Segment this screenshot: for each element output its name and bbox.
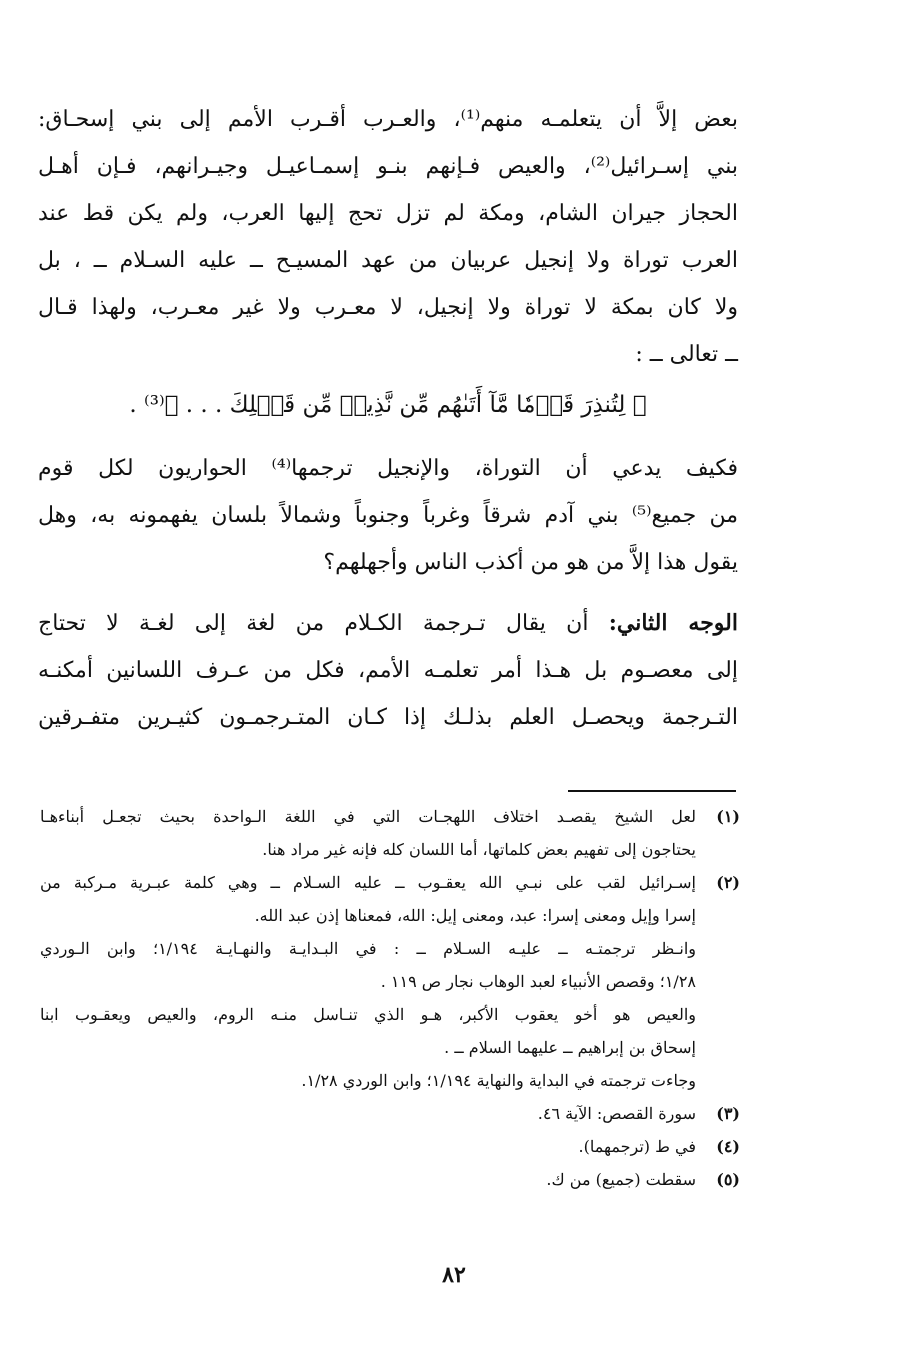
footnote-line: وانـظر ترجمتـه ــ عليـه السـلام ــ : في البـدايـة والنهـايـة ١/١٩٤؛ وابن الـوردي xyxy=(40,939,696,958)
text-line: إلى معصـوم بل هـذا أمر تعلمـه الأمم، فكل من عـرف اللسانين أمكنـه xyxy=(38,658,738,683)
text-line: ولا كان بمكة لا توراة ولا إنجيل، لا معـرب ولا غير معـرب، ولهذا قـال xyxy=(38,295,738,320)
footnote-number: (٤) xyxy=(716,1137,740,1156)
footnote-line: والعيص هو أخو يعقوب الأكبر، هـو الذي تنـاسل منـه الروم، والعيص ويعقـوب ابنا xyxy=(40,1005,696,1024)
text-span: أن يقال تـرجمة الكـلام من لغة إلى لغـة لا تحتاج xyxy=(38,611,589,636)
paragraph-1 xyxy=(38,96,738,378)
footnote xyxy=(40,866,740,1097)
text-line: التـرجمة ويحصـل العلم بذلـك إذا كـان المتـرجمـون كثيـرين متفـرقين xyxy=(38,705,738,730)
footnote-body xyxy=(40,1130,696,1163)
footnote-number: (٣) xyxy=(716,1104,740,1123)
section-heading: الوجه الثاني: xyxy=(608,610,738,636)
quran-verse: ﴿ لِتُنذِرَ قَوۡمٗا مَّآ أَتَىٰهُم مِّن نَّذِيرٖ مِّن قَبۡلِكَ . . . ﴾⁽³⁾ . xyxy=(129,392,647,418)
footnote-body xyxy=(40,866,696,1097)
footnote xyxy=(40,1097,740,1130)
footnote-body xyxy=(40,1163,696,1196)
footnote-line: في ط (ترجمهما). xyxy=(578,1137,696,1156)
text-line: بعض إلاَّ أن يتعلمـه منهم⁽¹⁾، والعـرب أقـرب الأمم إلى بني إسحـاق: xyxy=(38,107,738,132)
footnote xyxy=(40,1130,740,1163)
footnote xyxy=(40,800,740,866)
footnote-number: (٥) xyxy=(716,1170,740,1189)
footnote-body xyxy=(40,800,696,866)
page-number: ٨٢ xyxy=(442,1262,466,1288)
text-line: فكيف يدعي أن التوراة، والإنجيل ترجمها⁽⁴⁾ الحواريون لكل قوم xyxy=(38,456,738,481)
paragraph-gap xyxy=(38,586,738,600)
paragraph-2 xyxy=(38,445,738,586)
footnote-line: وجاءت ترجمته في البداية والنهاية ١/١٩٤؛ وابن الوردي ١/٢٨. xyxy=(301,1071,696,1090)
footnote-line: إسرا وإيل ومعنى إسرا: عبد، ومعنى إيل: الله، فمعناها إذن عبد الله. xyxy=(254,906,696,925)
footnote-line: لعل الشيخ يقصـد اختلاف اللهجـات التي في اللغة الـواحدة بحيث تجعـل أبناءهـا xyxy=(40,807,696,826)
footnote-separator xyxy=(568,790,736,792)
text-line: بني إسـرائيل⁽²⁾، والعيص فـإنهم بنـو إسمـاعيـل وجيـرانهم، فـإن أهـل xyxy=(38,154,738,179)
text-line: من جميع⁽⁵⁾ بني آدم شرقاً وغرباً وجنوباً وشمالاً بلسان يفهمونه به، وهل xyxy=(38,503,739,528)
footnote-line: ١/٢٨؛ وقصص الأنبياء لعبد الوهاب نجار ص ١١٩ . xyxy=(380,972,696,991)
footnote-body xyxy=(40,1097,696,1130)
footnote-line: إسحاق بن إبراهيم ــ عليهما السلام ــ . xyxy=(444,1038,696,1057)
text-line: الحجاز جيران الشام، ومكة لم تزل تحج إليها العرب، ولم يكن قط عند xyxy=(38,201,738,226)
footnote-number: (١) xyxy=(716,807,740,826)
footnote xyxy=(40,1163,740,1196)
text-line xyxy=(38,600,738,647)
paragraph-3 xyxy=(38,600,738,741)
main-text xyxy=(38,96,738,741)
footnote-number: (٢) xyxy=(716,873,740,892)
footnote-line: سقطت (جميع) من ك. xyxy=(546,1170,696,1189)
footnote-line: إسـرائيل لقب على نبـي الله يعقـوب ــ عليه السـلام ــ وهي كلمة عبـرية مـركبة من xyxy=(40,873,696,892)
footnote-line: يحتاجون إلى تفهيم بعض كلماتها، أما اللسان كله فإنه غير مراد هنا. xyxy=(262,840,696,859)
text-line: ــ تعالى ــ : xyxy=(635,342,738,367)
text-line: العرب توراة ولا إنجيل عربيان من عهد المسيـح ــ عليه السـلام ــ ، بل xyxy=(38,248,738,273)
text-line: يقول هذا إلاَّ من هو من أكذب الناس وأجهلهم؟ xyxy=(323,550,738,575)
footnote-line: سورة القصص: الآية ٤٦. xyxy=(537,1104,696,1123)
footnotes xyxy=(40,800,740,1196)
